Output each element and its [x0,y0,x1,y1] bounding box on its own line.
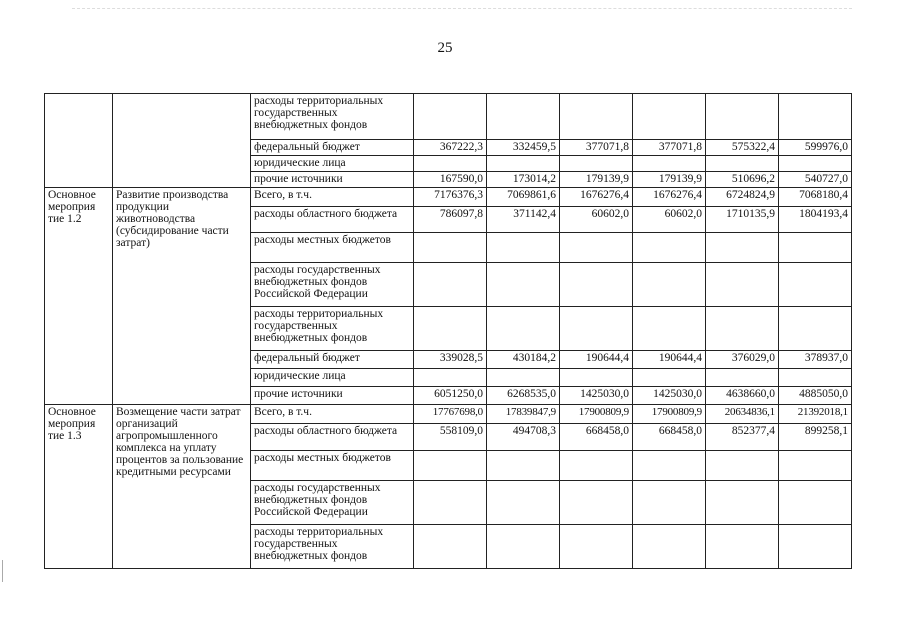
page-number: 25 [437,40,453,56]
funding-source-cell: расходы государственных внебюджетных фондов Российской Федерации [251,481,414,525]
amount-cell [706,481,779,525]
amount-cell: 6268535,0 [487,387,560,405]
funding-source-cell: расходы областного бюджета [251,424,414,451]
amount-cell: 167590,0 [414,172,487,188]
amount-cell [560,481,633,525]
amount-cell [633,156,706,172]
amount-cell [779,307,852,351]
amount-cell [633,451,706,481]
amount-cell [779,451,852,481]
amount-cell [560,369,633,387]
amount-cell [706,94,779,140]
amount-cell: 367222,3 [414,140,487,156]
amount-cell: 1804193,4 [779,207,852,233]
amount-cell [414,369,487,387]
amount-cell [487,307,560,351]
amount-cell [487,263,560,307]
budget-table [44,93,852,569]
amount-cell: 371142,4 [487,207,560,233]
amount-cell [706,263,779,307]
amount-cell [633,369,706,387]
funding-source-cell: прочие источники [251,387,414,405]
funding-source-cell: юридические лица [251,369,414,387]
table-row [45,405,852,424]
amount-cell: 339028,5 [414,351,487,369]
amount-cell: 510696,2 [706,172,779,188]
amount-cell [560,156,633,172]
amount-cell [779,525,852,569]
amount-cell [487,233,560,263]
amount-cell [560,233,633,263]
amount-cell: 376029,0 [706,351,779,369]
amount-cell [706,451,779,481]
amount-cell [706,369,779,387]
amount-cell: 558109,0 [414,424,487,451]
amount-cell: 173014,2 [487,172,560,188]
amount-cell [779,233,852,263]
funding-source-cell: Всего, в т.ч. [251,405,414,424]
amount-cell: 540727,0 [779,172,852,188]
amount-cell: 377071,8 [560,140,633,156]
table-row [45,94,852,140]
amount-cell [560,307,633,351]
amount-cell [487,451,560,481]
amount-cell: 7068180,4 [779,188,852,207]
amount-cell: 430184,2 [487,351,560,369]
amount-cell: 1425030,0 [633,387,706,405]
amount-cell: 4885050,0 [779,387,852,405]
amount-cell [487,481,560,525]
amount-cell [414,263,487,307]
amount-cell [779,156,852,172]
amount-cell [414,451,487,481]
amount-cell: 599976,0 [779,140,852,156]
amount-cell [414,156,487,172]
amount-cell [414,94,487,140]
funding-source-cell: федеральный бюджет [251,351,414,369]
amount-cell: 668458,0 [560,424,633,451]
amount-cell: 6724824,9 [706,188,779,207]
table-row [45,188,852,207]
amount-cell [487,94,560,140]
amount-cell: 179139,9 [560,172,633,188]
amount-cell: 21392018,1 [779,405,852,424]
amount-cell: 575322,4 [706,140,779,156]
scan-top-rule [72,8,852,10]
amount-cell: 60602,0 [560,207,633,233]
amount-cell: 17767698,0 [414,405,487,424]
amount-cell: 60602,0 [633,207,706,233]
amount-cell: 7176376,3 [414,188,487,207]
funding-source-cell: расходы областного бюджета [251,207,414,233]
amount-cell: 332459,5 [487,140,560,156]
amount-cell: 378937,0 [779,351,852,369]
measure-code-cell: Основное мероприя тие 1.3 [45,405,113,569]
amount-cell [560,263,633,307]
amount-cell [706,307,779,351]
funding-source-cell: расходы территориальных государственных внебюджетных фондов [251,94,414,140]
budget-table-body [45,94,852,569]
amount-cell: 668458,0 [633,424,706,451]
amount-cell: 6051250,0 [414,387,487,405]
amount-cell: 7069861,6 [487,188,560,207]
amount-cell [633,94,706,140]
measure-title-cell: Возмещение части затрат организаций агропромышленного комплекса на уплату процентов за пользование кредитными ресурсами [113,405,251,569]
amount-cell: 17900809,9 [633,405,706,424]
amount-cell: 786097,8 [414,207,487,233]
amount-cell [633,307,706,351]
funding-source-cell: прочие источники [251,172,414,188]
amount-cell [487,369,560,387]
scan-edge-mark [2,560,3,582]
funding-source-cell: федеральный бюджет [251,140,414,156]
amount-cell: 1425030,0 [560,387,633,405]
amount-cell: 899258,1 [779,424,852,451]
amount-cell: 20634836,1 [706,405,779,424]
amount-cell [779,481,852,525]
amount-cell: 17900809,9 [560,405,633,424]
amount-cell: 852377,4 [706,424,779,451]
funding-source-cell: юридические лица [251,156,414,172]
amount-cell [779,94,852,140]
amount-cell: 1710135,9 [706,207,779,233]
amount-cell: 17839847,9 [487,405,560,424]
amount-cell [779,263,852,307]
funding-source-cell: расходы территориальных государственных внебюджетных фондов [251,307,414,351]
funding-source-cell: Всего, в т.ч. [251,188,414,207]
funding-source-cell: расходы местных бюджетов [251,233,414,263]
amount-cell [560,525,633,569]
amount-cell [706,525,779,569]
amount-cell: 1676276,4 [633,188,706,207]
amount-cell [487,156,560,172]
amount-cell [779,369,852,387]
amount-cell [414,307,487,351]
measure-code-cell [45,94,113,188]
amount-cell [706,156,779,172]
funding-source-cell: расходы территориальных государственных внебюджетных фондов [251,525,414,569]
amount-cell [633,481,706,525]
amount-cell: 4638660,0 [706,387,779,405]
amount-cell [560,94,633,140]
amount-cell: 377071,8 [633,140,706,156]
measure-code-cell: Основное мероприя тие 1.2 [45,188,113,405]
amount-cell [414,233,487,263]
amount-cell [633,263,706,307]
funding-source-cell: расходы местных бюджетов [251,451,414,481]
amount-cell [706,233,779,263]
amount-cell [560,451,633,481]
amount-cell: 190644,4 [560,351,633,369]
amount-cell [414,481,487,525]
amount-cell [633,233,706,263]
amount-cell: 190644,4 [633,351,706,369]
measure-title-cell [113,94,251,188]
amount-cell [633,525,706,569]
funding-source-cell: расходы государственных внебюджетных фондов Российской Федерации [251,263,414,307]
amount-cell [414,525,487,569]
amount-cell [487,525,560,569]
amount-cell: 1676276,4 [560,188,633,207]
amount-cell: 179139,9 [633,172,706,188]
measure-title-cell: Развитие производства продукции животноводства (субсидирование части затрат) [113,188,251,405]
amount-cell: 494708,3 [487,424,560,451]
